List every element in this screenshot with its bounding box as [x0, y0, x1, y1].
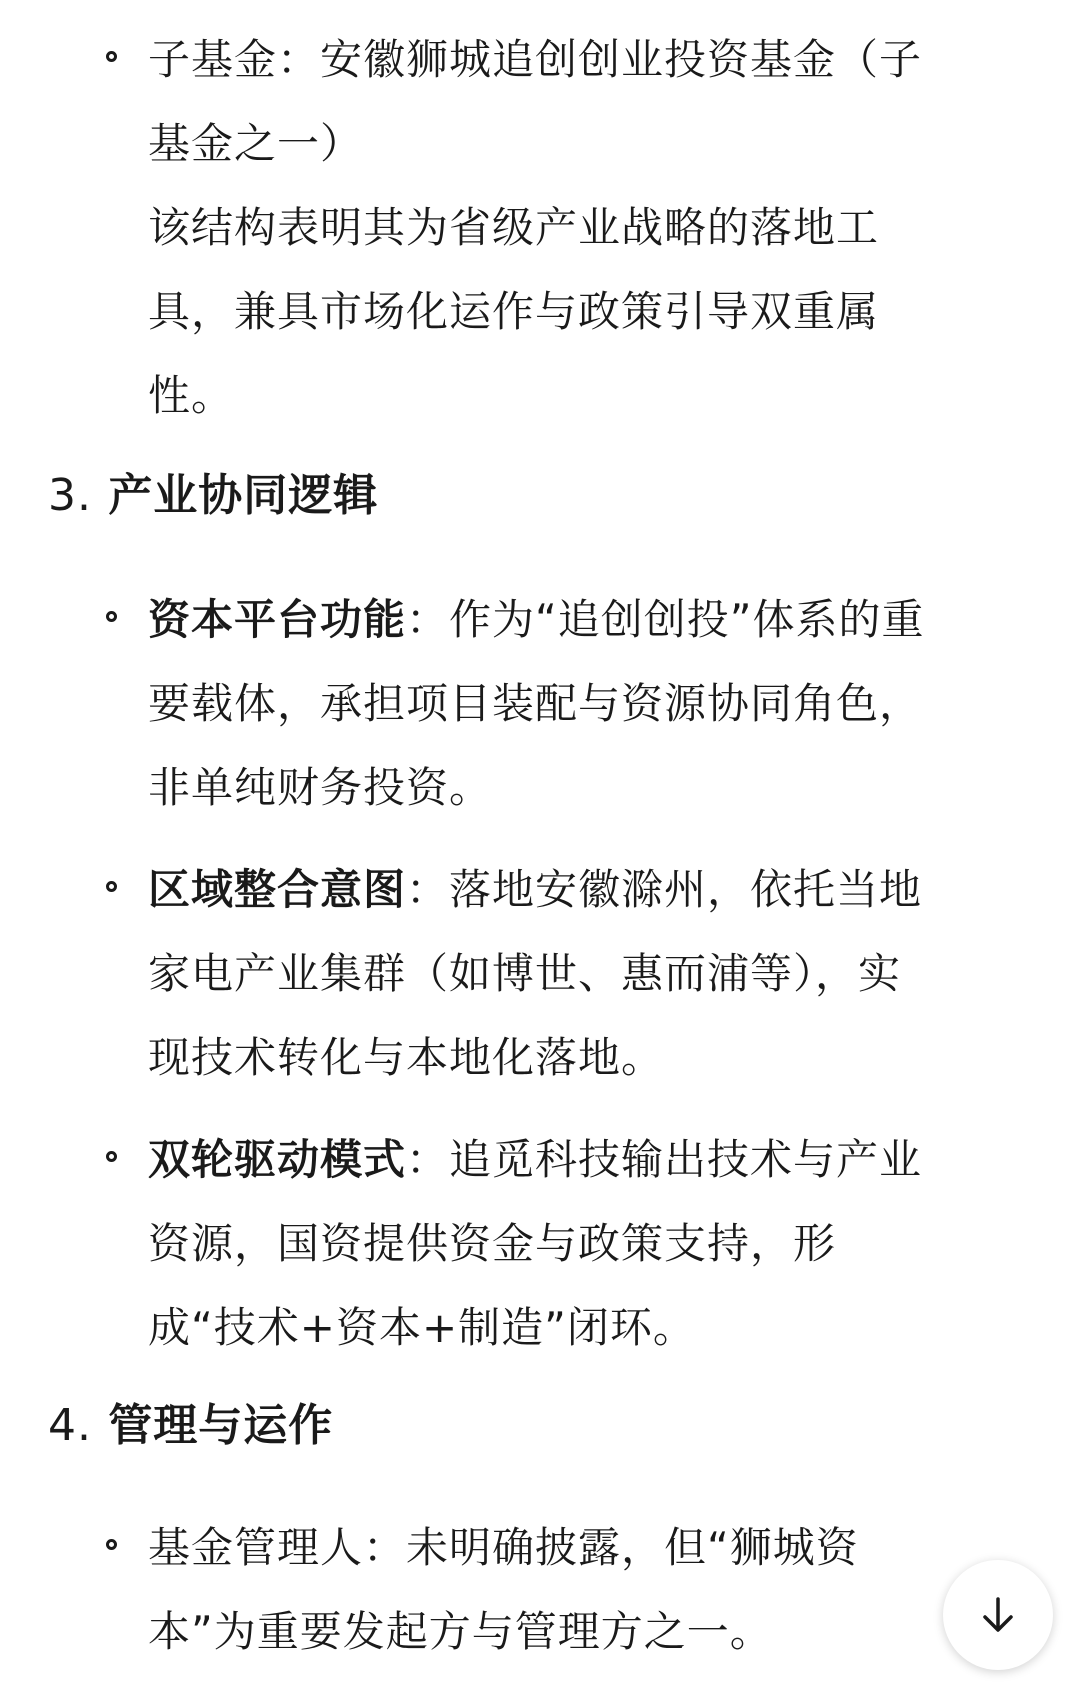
list-item-fund-manager — [148, 1506, 1028, 1674]
text-line: 本”为重要发起方与管理方之一。 — [148, 1607, 773, 1656]
section-title: 产业协同逻辑 — [108, 470, 379, 521]
arrow-down-icon — [976, 1593, 1020, 1637]
section-heading-3 — [48, 454, 378, 538]
text-line: 现技术转化与本地化落地。 — [148, 1033, 665, 1082]
bullet-icon — [106, 1539, 117, 1550]
text-line: 基金管理人：未明确披露，但“狮城资 — [148, 1523, 859, 1572]
list-item-dual-drive — [148, 1118, 1028, 1370]
bullet-icon — [106, 611, 117, 622]
item-label: 资本平台功能 — [148, 595, 407, 644]
text-line: 性。 — [148, 371, 235, 420]
bullet-icon — [106, 51, 117, 62]
text-line: 该结构表明其为省级产业战略的落地工 — [148, 203, 880, 252]
text-line — [148, 578, 1028, 662]
item-label: 双轮驱动模式 — [148, 1135, 407, 1184]
section-title: 管理与运作 — [108, 1400, 334, 1451]
text-line — [148, 1118, 1028, 1202]
list-item-capital-platform — [148, 578, 1028, 830]
item-text: ：作为“追创创投”体系的重 — [406, 595, 925, 644]
list-item-subfund — [148, 18, 1028, 438]
list-item-regional-integration — [148, 848, 1028, 1100]
text-line: 非单纯财务投资。 — [148, 763, 493, 812]
item-text: ：追觅科技输出技术与产业 — [406, 1135, 923, 1184]
item-text: ：落地安徽滁州，依托当地 — [406, 865, 923, 914]
section-number: 4. — [48, 1400, 92, 1451]
section-number: 3. — [48, 470, 92, 521]
text-line: 子基金：安徽狮城追创创业投资基金（子 — [148, 35, 923, 84]
item-label: 区域整合意图 — [148, 865, 407, 914]
scroll-to-bottom-button[interactable] — [943, 1560, 1053, 1670]
section-heading-4 — [48, 1384, 333, 1468]
text-line: 成“技术+资本+制造”闭环。 — [148, 1303, 696, 1352]
text-line: 资源，国资提供资金与政策支持，形 — [148, 1219, 837, 1268]
text-line: 基金之一） — [148, 119, 364, 168]
text-line — [148, 848, 1028, 932]
text-line: 家电产业集群（如博世、惠而浦等），实 — [148, 949, 902, 998]
bullet-icon — [106, 1151, 117, 1162]
bullet-icon — [106, 881, 117, 892]
text-line: 具，兼具市场化运作与政策引导双重属 — [148, 287, 880, 336]
text-line: 要载体，承担项目装配与资源协同角色， — [148, 679, 923, 728]
